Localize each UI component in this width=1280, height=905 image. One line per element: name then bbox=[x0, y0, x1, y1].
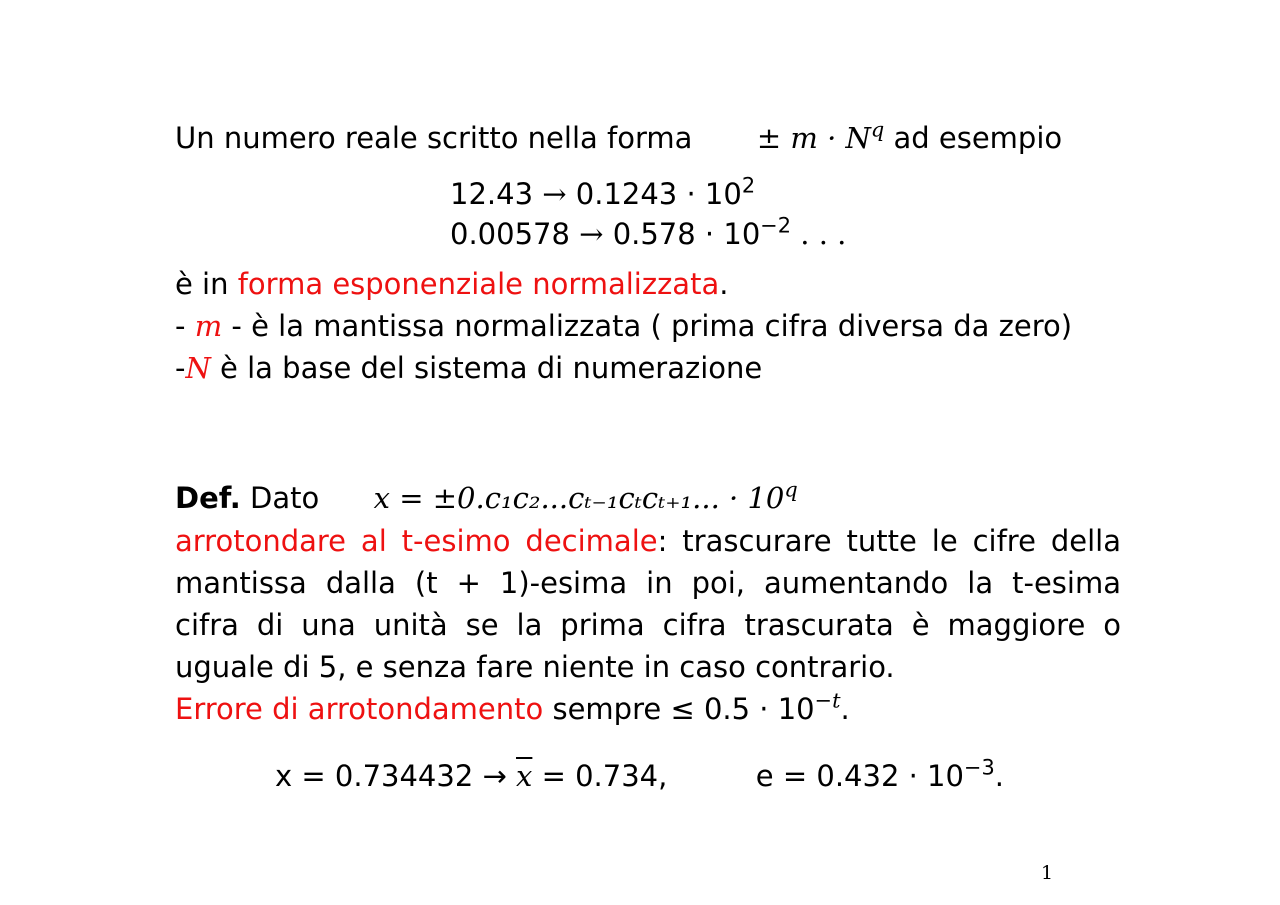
example-2 bbox=[450, 213, 847, 252]
error-text: sempre ≤ 0.5 · 10 bbox=[543, 692, 815, 726]
definition-formula-exp: q bbox=[784, 477, 798, 502]
definition-label: Def. bbox=[175, 481, 241, 515]
base-text: è la base del sistema di numerazione bbox=[210, 351, 763, 385]
final-example-x: x = 0.734432 → bbox=[275, 759, 517, 793]
error-tail: . bbox=[840, 692, 850, 726]
intro-line bbox=[175, 118, 1062, 158]
rounding-text-2: mantissa dalla (t + 1)-esima in poi, aumentando la t-esima bbox=[175, 566, 1121, 600]
normalized-suffix: . bbox=[719, 267, 729, 301]
mantissa-dash: - bbox=[175, 309, 195, 343]
page-number: 1 bbox=[1041, 862, 1054, 884]
mantissa-line bbox=[175, 306, 1072, 346]
final-example-tail: . bbox=[994, 759, 1004, 793]
example-1-exp: 2 bbox=[741, 173, 756, 198]
rounding-line-2 bbox=[175, 563, 1121, 603]
example-2-rhs: 0.578 · 10 bbox=[612, 217, 761, 251]
base-dash: - bbox=[175, 351, 186, 385]
definition-formula: x = ±0.c₁c₂...cₜ₋₁cₜcₜ₊₁... · 10 bbox=[373, 481, 785, 515]
intro-formula-exponent: q bbox=[870, 117, 885, 142]
mantissa-text: - è la mantissa normalizzata ( prima cifra diversa da zero) bbox=[222, 309, 1073, 343]
rounding-line-4 bbox=[175, 647, 895, 687]
final-example-e: e = 0.432 · 10 bbox=[755, 759, 964, 793]
error-exp: −t bbox=[814, 688, 841, 713]
final-example bbox=[275, 756, 1004, 796]
final-example-xbar-value: = 0.734, bbox=[532, 759, 668, 793]
base-line bbox=[175, 348, 762, 388]
example-1-arrow: → bbox=[542, 177, 567, 211]
example-1-lhs: 12.43 bbox=[450, 177, 534, 211]
normalized-prefix: è in bbox=[175, 267, 238, 301]
rounding-line-1 bbox=[175, 521, 1121, 561]
rounding-text-1: : trascurare tutte le cifre della bbox=[657, 524, 1121, 558]
intro-suffix: ad esempio bbox=[893, 121, 1063, 155]
intro-formula: ± m · N bbox=[756, 121, 871, 155]
error-term: Errore di arrotondamento bbox=[175, 692, 544, 726]
rounding-text-3: cifra di una unità se la prima cifra trascurata è maggiore o bbox=[175, 608, 1121, 642]
example-2-ellipsis: . . . bbox=[791, 217, 847, 251]
error-line bbox=[175, 689, 850, 729]
example-2-exp: −2 bbox=[760, 213, 792, 238]
definition-dato: Dato bbox=[250, 481, 320, 515]
example-1 bbox=[450, 173, 756, 212]
example-2-lhs: 0.00578 bbox=[450, 217, 570, 251]
intro-prefix: Un numero reale scritto nella forma bbox=[175, 121, 693, 155]
final-example-xbar: $\overline{x}$ bbox=[516, 759, 533, 793]
rounding-text-4: uguale di 5, e senza fare niente in caso contrario. bbox=[175, 650, 895, 684]
rounding-line-3 bbox=[175, 605, 1121, 645]
normalized-term: forma esponenziale normalizzata bbox=[237, 267, 720, 301]
example-1-rhs: 0.1243 · 10 bbox=[575, 177, 742, 211]
final-example-e-exp: −3 bbox=[963, 755, 995, 780]
mantissa-symbol: m bbox=[194, 309, 223, 343]
normalized-line bbox=[175, 264, 728, 304]
example-2-arrow: → bbox=[579, 217, 604, 251]
base-symbol: N bbox=[185, 351, 211, 385]
definition-line bbox=[175, 478, 798, 518]
rounding-term: arrotondare al t-esimo decimale bbox=[175, 524, 658, 558]
